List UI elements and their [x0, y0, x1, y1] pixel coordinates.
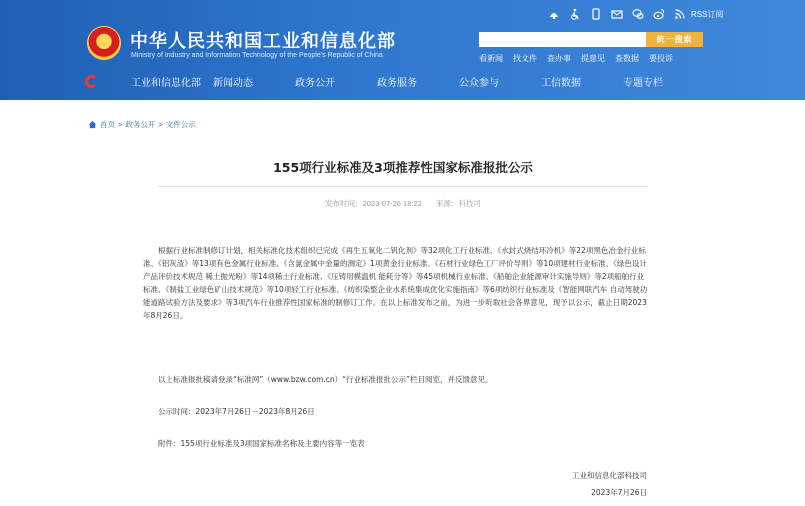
article-paragraph: 根据行业标准制修订计划，相关标准化技术组织已完成《再生五氧化二钒化剂》等32项化工行业标准、《水封式烧结环冷机》等22项黑色冶金行业标准、《铝灰渣》等13项有色金属行业标准、《含氯金属中金量的测定》1项黄金行业标准、《石材行业绿色工厂评价导则》等10项建材行业标准、《绿色设计产品评价技术规范 稀土抛光粉》等14项稀土行业标准、《压铸用模温机 能耗分等》等45项机械行业标准、《船舶企业能源审计实施导则》等2项船舶行业标准、《制盐工业绿色矿山技术规范》等10项轻工行业标准、《纺织染整企业水系统集成优化实施指南》等6项纺织行业标准及《智能网联汽车 自动驾驶功能道路试验方法及要求》等3项汽车行业推荐性国家标准的制修订工作。在以上标准发布之前，为进一步听取社会各界意见，现予以公示，截止日期2023年8月26日。 [143, 246, 648, 321]
rss-label[interactable]: RSS订阅 [691, 9, 724, 19]
nav-item-news[interactable]: 新闻动态 [213, 78, 253, 89]
mobile-icon[interactable] [590, 8, 602, 20]
quick-link-data[interactable]: 查数据 [615, 54, 639, 63]
article-meta [158, 198, 648, 209]
breadcrumb [88, 119, 196, 130]
national-emblem-logo[interactable] [87, 26, 121, 60]
search-input[interactable] [479, 32, 646, 47]
search-button[interactable]: 统一搜索 [646, 32, 703, 47]
mail-icon[interactable] [611, 8, 623, 20]
breadcrumb-separator: > [158, 120, 163, 129]
quick-link-feedback[interactable]: 提意见 [581, 54, 605, 63]
quick-link-complaint[interactable]: 要投诉 [649, 54, 673, 63]
nav-item-miit[interactable]: 工业和信息化部 [131, 78, 201, 89]
nav-item-services[interactable]: 政务服务 [377, 78, 417, 89]
title-divider [158, 186, 648, 187]
article-date: 2023年7月26日 [591, 488, 647, 497]
article-source: 来源：科技司 [435, 199, 481, 208]
nav-item-data[interactable]: 工信数据 [541, 78, 581, 89]
attachment-link[interactable]: 附件：155项行业标准及3项国家标准名称及主要内容等一览表 [158, 439, 365, 448]
top-utility-icons [548, 8, 723, 20]
article-title: 155项行业标准及3项推荐性国家标准报批公示 [273, 160, 533, 175]
quick-link-news[interactable]: 看新闻 [479, 54, 503, 63]
breadcrumb-separator: > [118, 120, 123, 129]
home-icon [88, 120, 97, 129]
nav-item-topics[interactable]: 专题专栏 [623, 78, 663, 89]
breadcrumb-gov-affairs[interactable]: 政务公开 [125, 120, 156, 129]
article-paragraph: 公示时间：2023年7月26日－2023年8月26日 [158, 407, 315, 416]
quick-link-services[interactable]: 查办事 [547, 54, 571, 63]
rss-icon[interactable] [674, 8, 686, 20]
site-subtitle: Ministry of Industry and Information Technology of the People's Republic of China [131, 52, 383, 59]
breadcrumb-home[interactable]: 首页 [100, 120, 115, 129]
nav-item-participation[interactable]: 公众参与 [459, 78, 499, 89]
article-signature: 工业和信息化部科技司 [572, 471, 647, 480]
government-service-icon[interactable] [548, 8, 560, 20]
site-header [0, 0, 805, 100]
quick-links [479, 53, 673, 64]
quick-link-files[interactable]: 找文件 [513, 54, 537, 63]
site-title[interactable]: 中华人民共和国工业和信息化部 [130, 31, 396, 52]
main-nav [127, 74, 701, 89]
nav-item-gov-affairs[interactable]: 政务公开 [295, 78, 335, 89]
weibo-icon[interactable] [653, 8, 665, 20]
article-paragraph: 以上标准报批稿请登录“标准网”（www.bzw.com.cn）“行业标准报批公示”栏目阅览，并反馈意见。 [158, 375, 493, 384]
publish-time: 发布时间：2023-07-26 18:22 [325, 199, 422, 208]
accessibility-icon[interactable] [569, 8, 581, 20]
nav-logo-icon[interactable] [85, 75, 98, 88]
breadcrumb-file-notice[interactable]: 文件公示 [165, 120, 196, 129]
wechat-icon[interactable] [632, 8, 644, 20]
